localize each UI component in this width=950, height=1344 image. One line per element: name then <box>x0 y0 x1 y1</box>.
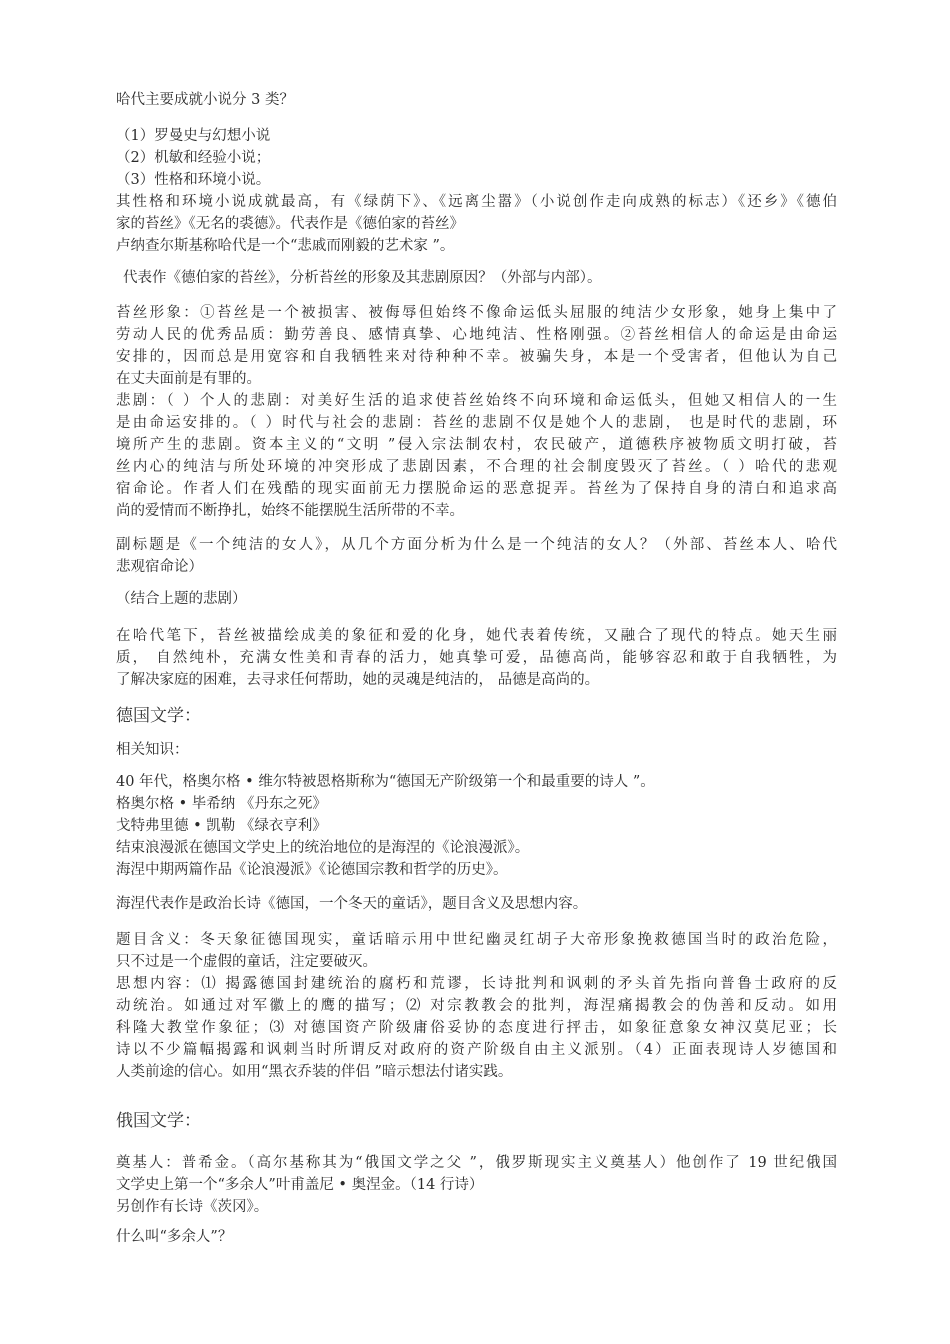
text-line: 戈特弗里德 • 凯勒 《绿衣亨利》 <box>116 818 327 834</box>
text-line: 海涅代表作是政治长诗《德国，一个冬天的童话》，题目含义及思想内容。 <box>116 896 588 912</box>
text-line: （3）性格和环境小说。 <box>116 172 271 188</box>
text-line: 另创作有长诗《茨冈》。 <box>116 1199 269 1215</box>
text-line: 文学史上第一个“多余人”叶甫盖尼 • 奥涅金。（14 行诗） <box>116 1177 484 1193</box>
text-line: （结合上题的悲剧） <box>116 591 247 607</box>
section-heading: 俄国文学： <box>116 1111 201 1131</box>
question-heading: 代表作《德伯家的苔丝》，分析苔丝的形象及其悲剧原因？（外部与内部）。 <box>123 270 602 286</box>
text-line: 题目含义：冬天象征德国现实，童话暗示用中世纪幽灵红胡子大帝形象挽救德国当时的政治危险， <box>116 932 837 948</box>
text-line: 家的苔丝》《无名的裘德》。代表作是《德伯家的苔丝》 <box>116 216 464 232</box>
text-line: 在哈代笔下，苔丝被描绘成美的象征和爱的化身，她代表着传统，又融合了现代的特点。她天生丽 <box>116 628 837 644</box>
text-line: 是由命运安排的。（ ）时代与社会的悲剧：苔丝的悲剧不仅是她个人的悲剧， 也是时代的悲剧，环 <box>116 415 837 431</box>
text-line: 苔丝形象：①苔丝是一个被损害、被侮辱但始终不像命运低头屈服的纯洁少女形象，她身上集中了 <box>116 305 837 321</box>
text-line: 动统治。如通过对军徽上的鹰的描写；⑵ 对宗教教会的批判，海涅痛揭教会的伪善和反动。如用 <box>116 998 837 1014</box>
text-line: 悲观宿命论） <box>116 559 203 575</box>
text-line: 副标题是《一个纯洁的女人》，从几个方面分析为什么是一个纯洁的女人？（外部、苔丝本人、哈代 <box>116 537 837 553</box>
text-line: 悲剧：（ ）个人的悲剧：对美好生活的追求使苔丝始终不向环境和命运低头，但她又相信人的一生 <box>116 393 837 409</box>
text-line: 格奥尔格 • 毕希纳 《丹东之死》 <box>116 796 327 812</box>
section-heading: 德国文学： <box>116 706 201 726</box>
text-line: 科隆大教堂作象征；⑶ 对德国资产阶级庸俗妥协的态度进行抨击，如象征意象女神汉莫尼亚；长 <box>116 1020 837 1036</box>
text-line: 人类前途的信心。如用“黑衣乔装的伴侣 ”暗示想法付诸实践。 <box>116 1064 513 1080</box>
text-line: 奠基人：普希金。（高尔基称其为“俄国文学之父 ”，俄罗斯现实主义奠基人）他创作了 19 世纪俄国 <box>116 1155 837 1171</box>
text-line: 思想内容：⑴ 揭露德国封建统治的腐朽和荒谬，长诗批判和讽刺的矛头首先指向普鲁士政府的反 <box>116 976 837 992</box>
text-line: 相关知识： <box>116 742 189 758</box>
text-line: 质， 自然纯朴，充满女性美和青春的活力，她真挚可爱，品德高尚，能够容忍和敢于自我牺牲，为 <box>116 650 837 666</box>
text-line: 劳动人民的优秀品质：勤劳善良、感情真挚、心地纯洁、性格刚强。②苔丝相信人的命运是由命运 <box>116 327 837 343</box>
text-line: 哈代主要成就小说分 3 类？ <box>116 92 294 108</box>
text-line: 宿命论。作者人们在残酷的现实面前无力摆脱命运的恶意捉弄。苔丝为了保持自身的清白和追求高 <box>116 481 837 497</box>
text-line: 境所产生的悲剧。资本主义的“文明 ”侵入宗法制农村，农民破产，道德秩序被物质文明打破，苔 <box>116 437 837 453</box>
text-line: （2）机敏和经验小说； <box>116 150 271 166</box>
text-line: 尚的爱情而不断挣扎，始终不能摆脱生活所带的不幸。 <box>116 503 464 519</box>
text-line: 40 年代，格奥尔格 • 维尔特被恩格斯称为“德国无产阶级第一个和最重要的诗人 ”。 <box>116 774 655 790</box>
text-line: 诗以不少篇幅揭露和讽刺当时所谓反对政府的资产阶级自由主义派别。（4）正面表现诗人岁德国和 <box>116 1042 837 1058</box>
text-line: 安排的，因而总是用宽容和自我牺牲来对待种种不幸。被骗失身，本是一个受害者，但他认为自己 <box>116 349 837 365</box>
text-line: 结束浪漫派在德国文学史上的统治地位的是海涅的《论浪漫派》。 <box>116 840 530 856</box>
text-line: 卢纳查尔斯基称哈代是一个“悲戚而刚毅的艺术家 ”。 <box>116 238 455 254</box>
text-line: 什么叫“多余人”？ <box>116 1229 233 1245</box>
text-line: 其性格和环境小说成就最高，有《绿荫下》、《远离尘嚣》（小说创作走向成熟的标志）《还乡》《德伯 <box>116 194 837 210</box>
text-line: 海涅中期两篇作品《论浪漫派》《论德国宗教和哲学的历史》。 <box>116 862 508 878</box>
text-line: （1）罗曼史与幻想小说 <box>116 128 271 144</box>
text-line: 在丈夫面前是有罪的。 <box>116 371 261 387</box>
text-line: 只不过是一个虚假的童话，注定要破灭。 <box>116 954 377 970</box>
text-line: 了解决家庭的困难，去寻求任何帮助，她的灵魂是纯洁的， 品德是高尚的。 <box>116 672 600 688</box>
text-line: 丝内心的纯洁与所处环境的冲突形成了悲剧因素，不合理的社会制度毁灭了苔丝。（ ）哈代的悲观 <box>116 459 837 475</box>
